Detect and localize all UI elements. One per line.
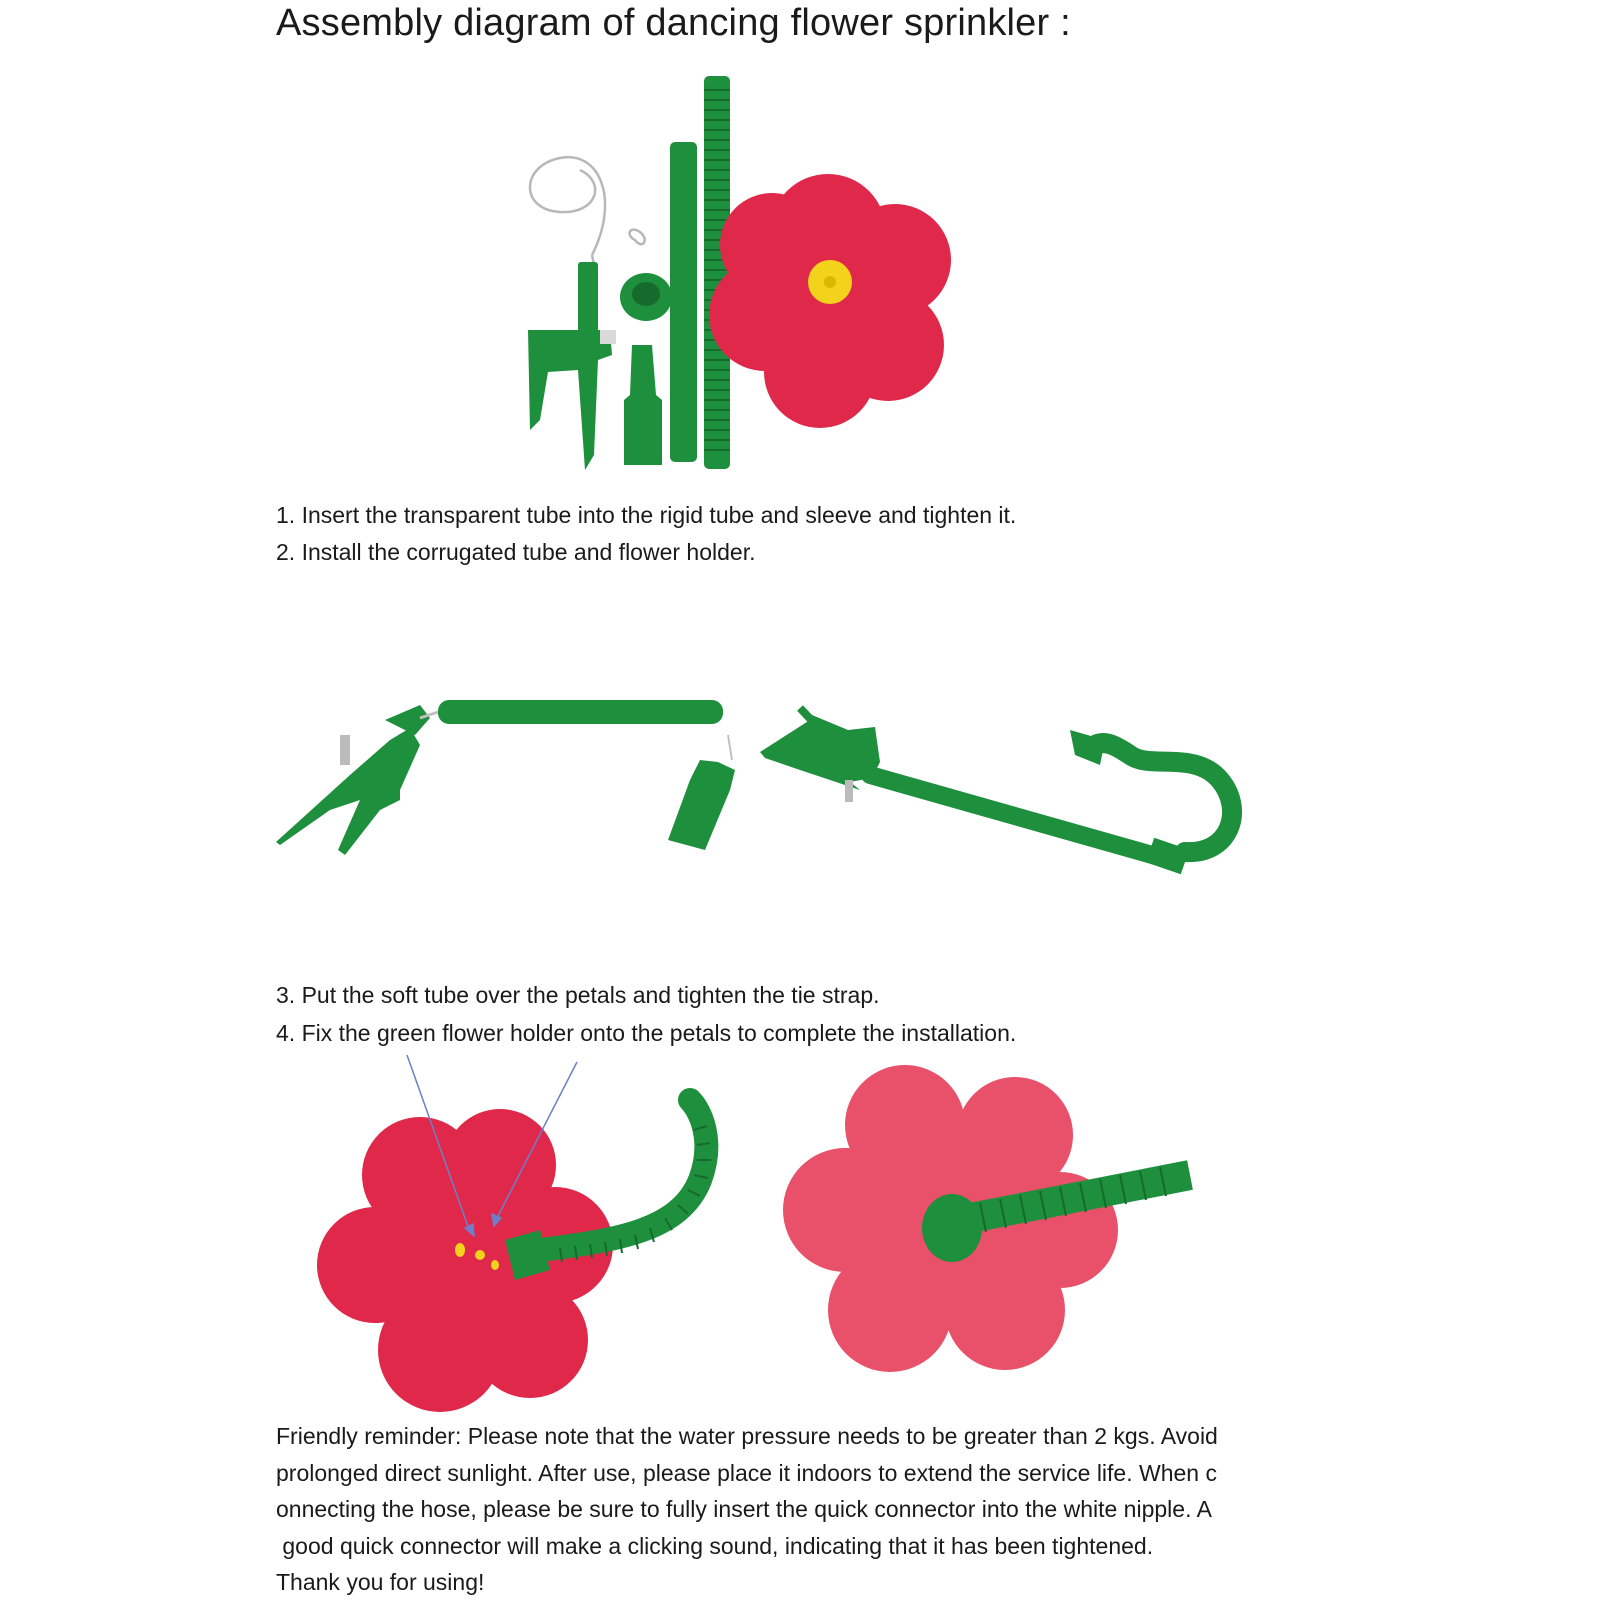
step-1-text: 1. Insert the transparent tube into the rigid tube and sleeve and tighten it. (276, 502, 1017, 528)
reminder-line: onnecting the hose, please be sure to fully insert the quick connector into the white nipple. A (276, 1496, 1212, 1522)
friendly-reminder (276, 1418, 1336, 1601)
step-4-text: 4. Fix the green flower holder onto the petals to complete the installation. (276, 1020, 1017, 1046)
reminder-line: Friendly reminder: Please note that the water pressure needs to be greater than 2 kgs. Avoid (276, 1423, 1218, 1449)
reminder-line: Thank you for using! (276, 1569, 485, 1595)
flower-left-petals (317, 1109, 613, 1412)
page-title: Assembly diagram of dancing flower sprinkler : (276, 2, 1071, 44)
reminder-line: prolonged direct sunlight. After use, please place it indoors to extend the service life. When c (276, 1459, 1217, 1486)
step-3-text: 3. Put the soft tube over the petals and tighten the tie strap. (276, 982, 880, 1008)
step-2-text: 2. Install the corrugated tube and flower holder. (276, 539, 756, 565)
reminder-line: good quick connector will make a clicking sound, indicating that it has been tightened. (276, 1532, 1154, 1559)
